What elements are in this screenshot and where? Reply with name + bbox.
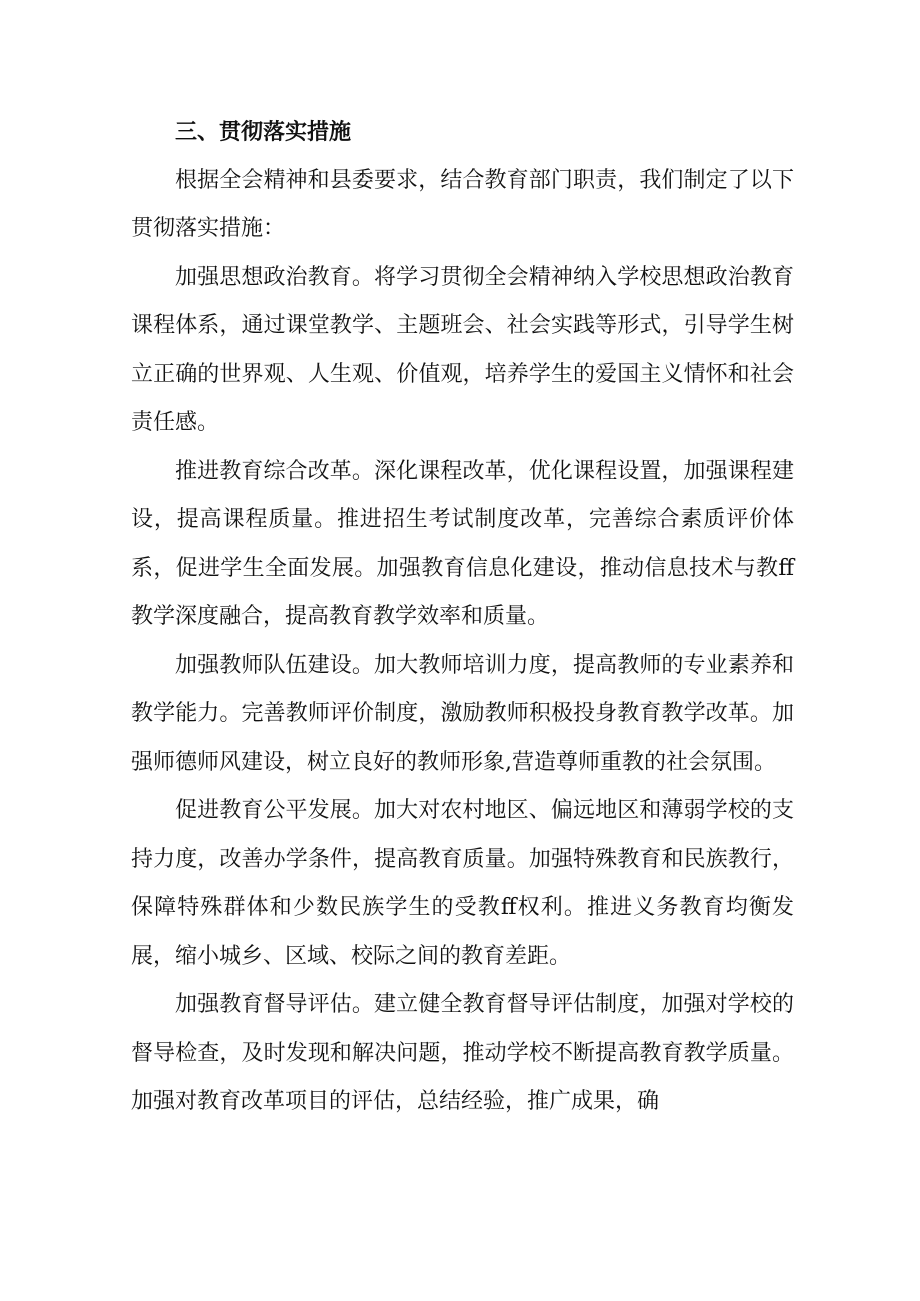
paragraph-ideological-education: 加强思想政治教育。将学习贯彻全会精神纳入学校思想政治教育课程体系，通过课堂教学、主题班会、社会实践等形式，引导学生树立正确的世界观、人生观、价值观，培养学生的爱国主义情怀和社会责任感。 [131, 264, 794, 435]
paragraph-education-reform: 推进教育综合改革。深化课程改革，优化课程设置，加强课程建设，提高课程质量。推进招生考试制度改革，完善综合素质评价体系，促进学生全面发展。加强教育信息化建设，推动信息技术与教ff教学深度融合，提高教育教学效率和质量。 [131, 458, 794, 629]
document-body [131, 108, 794, 1127]
section-heading: 三、贯彻落实措施 [175, 119, 352, 145]
paragraph-intro: 根据全会精神和县委要求，结合教育部门职责，我们制定了以下贯彻落实措施： [131, 167, 794, 241]
paragraph-education-supervision: 加强教育督导评估。建立健全教育督导评估制度，加强对学校的督导检查，及时发现和解决问题，推动学校不断提高教育教学质量。加强对教育改革项目的评估，总结经验，推广成果，确 [131, 992, 794, 1114]
paragraph-teacher-team: 加强教师队伍建设。加大教师培训力度，提高教师的专业素养和教学能力。完善教师评价制度，激励教师积极投身教育教学改革。加强师德师风建设，树立良好的教师形象,营造尊师重教的社会氛围。 [131, 652, 794, 775]
paragraph-education-equity: 促进教育公平发展。加大对农村地区、偏远地区和薄弱学校的支持力度，改善办学条件，提高教育质量。加强特殊教育和民族教行，保障特殊群体和少数民族学生的受教ff权利。推进义务教育均衡发展，缩小城乡、区域、校际之间的教育差距。 [131, 798, 794, 969]
